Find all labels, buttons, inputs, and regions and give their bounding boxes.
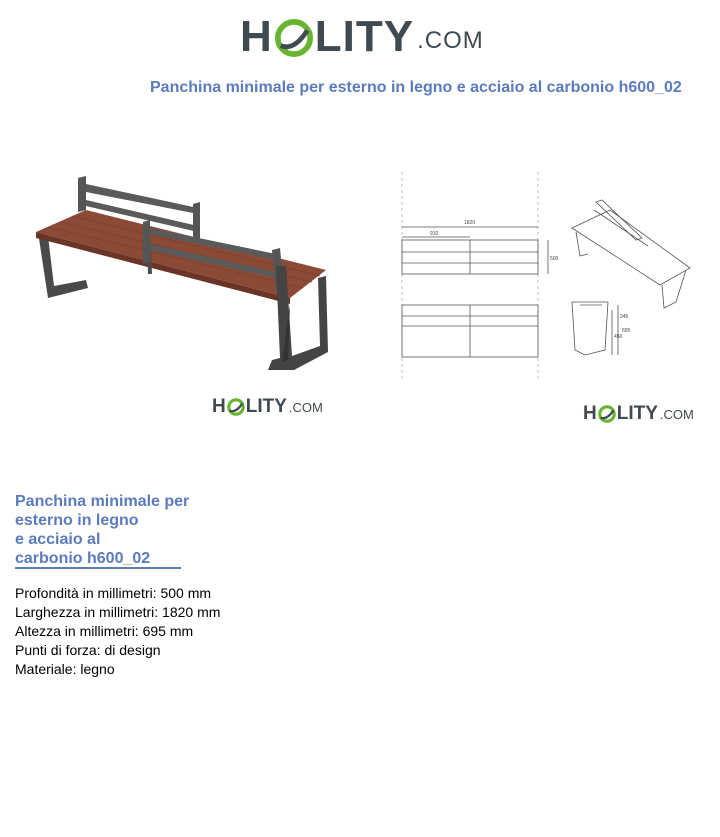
holity-logo[interactable] [240,12,484,62]
page-title: Panchina minimale per esterno in legno e acciaio al carbonio h600_02 [150,79,682,96]
logo-o-icon [227,398,245,416]
dim-half-label: 910 [430,231,439,237]
logo-letter-h: H [212,396,226,417]
product-specs [15,584,220,679]
spec-depth: Profondità in millimetri: 500 mm [15,585,212,601]
spec-material: Materiale: legno [15,661,115,677]
logo-o-icon [598,405,616,423]
logo-suffix: .COM [417,27,484,54]
product-title-line: esterno in legno [15,512,139,529]
product-title-line: Panchina minimale per [15,493,190,510]
logo-o-icon [275,18,313,56]
product-title[interactable] [15,492,215,568]
logo-letter-h: H [240,12,273,61]
bench-image [28,170,328,375]
logo-suffix: .COM [659,407,694,422]
product-title-line: e acciaio al [15,531,101,548]
technical-drawing [380,160,710,390]
logo-suffix: .COM [288,400,323,415]
dim-back-label: 245 [620,314,629,320]
spec-strengths: Punti di forza: di design [15,642,161,658]
holity-watermark [212,396,323,418]
dim-seat-label: 450 [614,334,623,340]
title-underline [15,567,181,569]
logo-letter-h: H [583,403,597,424]
dim-width-label: 1820 [464,220,476,226]
spec-width: Larghezza in millimetri: 1820 mm [15,604,221,620]
holity-watermark [583,403,694,425]
logo-letters-lity: LITY [245,396,287,417]
dim-depth-label: 500 [550,256,559,262]
logo-letters-lity: LITY [314,12,415,61]
product-title-line: carbonio h600_02 [15,550,151,567]
logo-letters-lity: LITY [616,403,658,424]
dim-height-label: 695 [622,328,631,334]
spec-height: Altezza in millimetri: 695 mm [15,623,194,639]
